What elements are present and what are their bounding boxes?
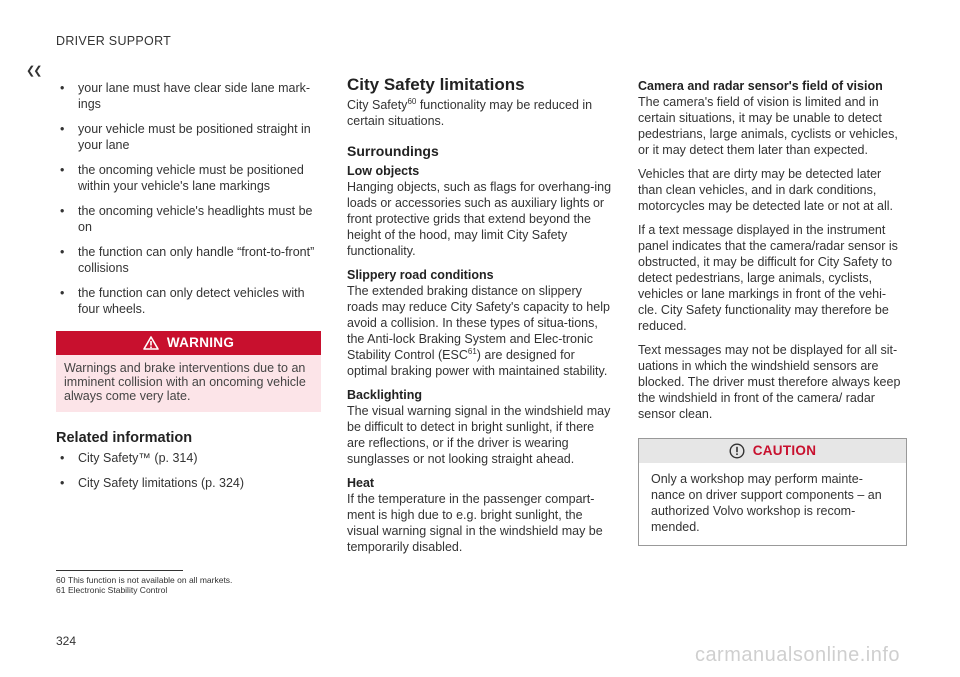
slippery-text — [347, 283, 612, 379]
warning-triangle-icon — [143, 336, 159, 350]
list-item: • your lane must have clear side lane mark-ings — [56, 80, 321, 112]
low-objects-text: Hanging objects, such as flags for overhang-ing loads or accessories such as auxiliary lights or front protective grids that extend beyond the height of the hood, may limit City Safety functionality. — [347, 180, 612, 258]
footnote-number: 60 — [56, 575, 66, 585]
paragraph: Vehicles that are dirty may be detected later than clean vehicles, and in dark conditions, motorcycles may be detected late or not at all. — [638, 167, 893, 213]
warning-title: WARNING — [166, 335, 235, 350]
caution-text: Only a workshop may perform mainte-nance on driver support components – an authorized Volvo workshop is recom-mended. — [651, 472, 882, 534]
surroundings-heading: Surroundings — [347, 143, 439, 159]
warning-header — [56, 331, 321, 355]
warning-box — [56, 331, 321, 412]
double-chevron-left-icon[interactable]: ❮❮ — [26, 65, 41, 77]
camera-radar-heading: Camera and radar sensor's field of vision — [638, 79, 883, 93]
footnote-ref-61[interactable]: 61 — [467, 346, 477, 356]
intro-text-cont: functionality may be reduced in certain situations. — [347, 98, 593, 128]
paragraph: If a text message displayed in the instrument panel indicates that the camera/radar sensor is obstructed, it may be difficult for City Safety to detect pedestrians, large animals, cyclists, vehicles or lane markings in front of the vehi-cle. City Safety functionality may therefore be reduced. — [638, 223, 898, 333]
caution-title: CAUTION — [752, 443, 817, 458]
list-item: • the oncoming vehicle's headlights must be on — [56, 203, 321, 235]
list-item: • your vehicle must be positioned straight in your lane — [56, 121, 321, 153]
warning-text: Warnings and brake interventions due to an imminent collision with an oncoming vehicle always come very late. — [56, 355, 321, 412]
slippery-text-a: The extended braking distance on slippery roads may reduce City Safety's capacity to help avoid a collision. In these types of situa-tions, the Anti-lock Braking System and Elec-tronic Stability Control (ESC — [347, 284, 610, 362]
heat-text: If the temperature in the passenger compart-ment is high due to e.g. bright sunlight, the visual warning signal in the windshield may be temporarily disabled. — [347, 492, 603, 554]
footnote-61 — [56, 586, 232, 596]
intro-paragraph — [347, 97, 612, 129]
footnote-number: 61 — [56, 584, 66, 595]
backlighting-heading: Backlighting — [347, 388, 423, 402]
requirements-list — [56, 80, 321, 317]
related-links — [56, 450, 321, 491]
footnote-text: This function is not available on all markets. — [68, 575, 233, 585]
backlighting-text: The visual warning signal in the windshield may be difficult to detect in bright sunlight, if there are reflections, or if the driver is wearing sunglasses or not looking straight ahead. — [347, 404, 611, 466]
column-2 — [347, 77, 612, 563]
watermark: carmanualsonline.info — [694, 644, 900, 666]
slippery-heading: Slippery road conditions — [347, 268, 494, 282]
page-number: 324 — [56, 634, 77, 648]
footnote-divider — [56, 570, 183, 571]
footnote-ref-60[interactable]: 60 — [407, 96, 417, 106]
caution-circle-icon — [729, 443, 745, 459]
slippery-text-b: ) are designed for optimal braking power with maintained stability. — [347, 348, 608, 378]
intro-text: City Safety — [347, 98, 408, 112]
caution-box — [638, 438, 907, 546]
list-item: • the function can only detect vehicles with four wheels. — [56, 285, 321, 317]
paragraph: Text messages may not be displayed for all sit-uations in which the windshield sensors are blocked. The driver must therefore always keep the windshield in front of the camera/ radar sensor clean. — [638, 343, 901, 421]
section-title: City Safety limitations — [347, 75, 525, 94]
column-1 — [56, 80, 321, 500]
list-item: • the function can only handle “front-to-front” collisions — [56, 244, 321, 276]
related-information-title: Related information — [56, 430, 193, 446]
section-header: DRIVER SUPPORT — [56, 34, 172, 48]
footnotes — [56, 576, 232, 595]
related-link[interactable]: • City Safety limitations (p. 324) — [56, 475, 321, 491]
related-link[interactable]: • City Safety™ (p. 314) — [56, 450, 321, 466]
paragraph: The camera's field of vision is limited and in certain situations, it may be unable to detect pedestrians, large animals, cyclists or vehicles, or it may detect them later than expected. — [638, 95, 898, 157]
caution-header — [639, 439, 906, 463]
heat-heading: Heat — [347, 476, 375, 490]
column-3 — [638, 78, 905, 546]
footnote-text: Electronic Stability Control — [68, 584, 168, 595]
low-objects-heading: Low objects — [347, 164, 420, 178]
list-item: • the oncoming vehicle must be positioned within your vehicle's lane markings — [56, 162, 321, 194]
